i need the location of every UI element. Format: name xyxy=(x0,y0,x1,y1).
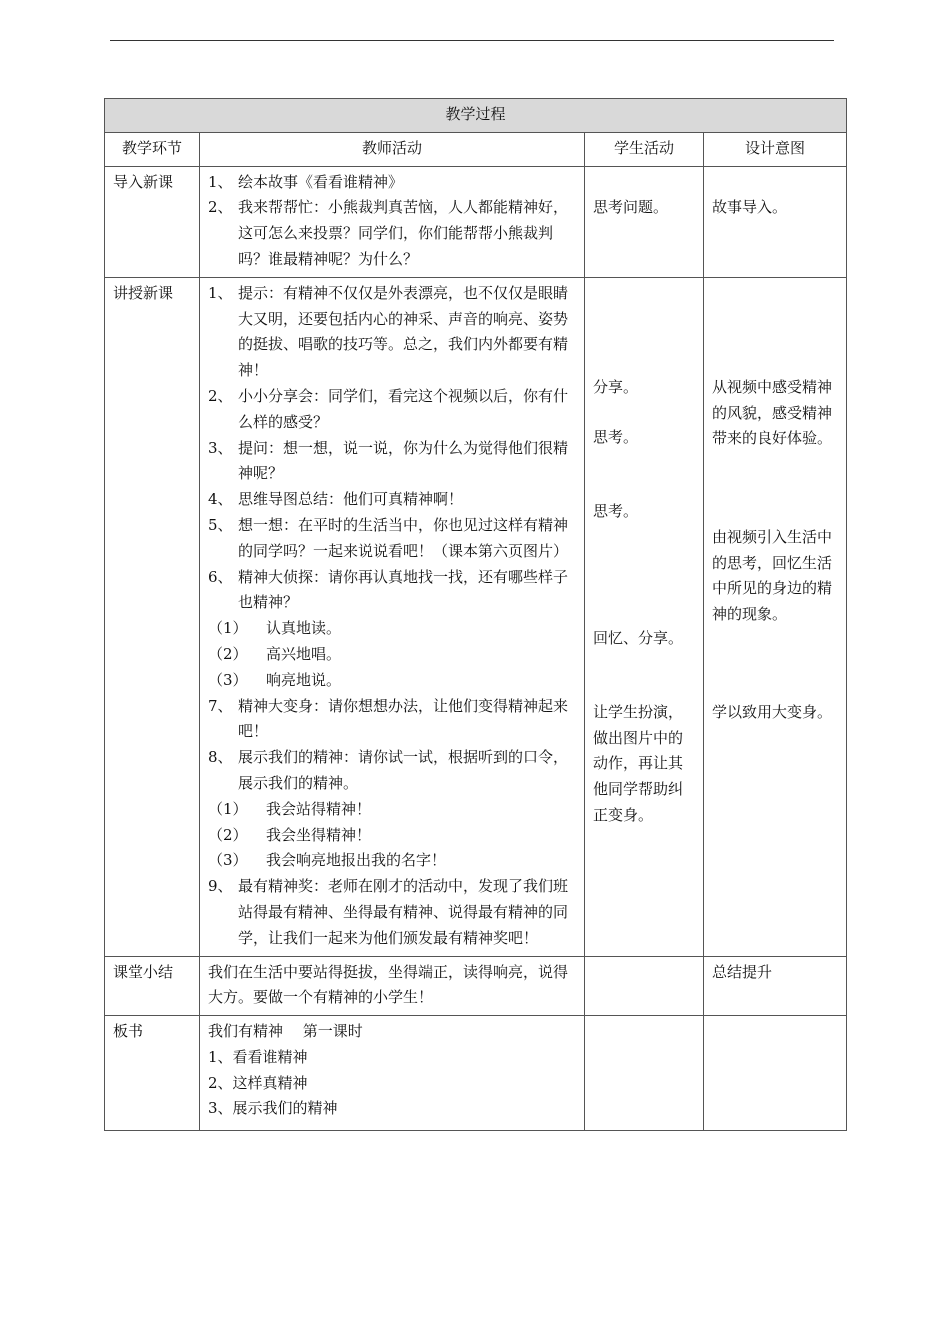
stage-summary: 课堂小结 xyxy=(105,956,200,1016)
item-text: 最有精神奖：老师在刚才的活动中，发现了我们班站得最有精神、坐得最有精神、说得最有精神的同学，让我们一起来为他们颁发最有精神奖吧！ xyxy=(238,877,569,947)
item-text: 绘本故事《看看谁精神》 xyxy=(238,172,404,191)
list-item xyxy=(208,487,576,513)
item-number: 1、 xyxy=(208,172,233,191)
intent-teach xyxy=(704,277,847,956)
header-rule xyxy=(110,40,834,41)
item-number: 7、 xyxy=(208,696,233,715)
sub-item-text: 我会响亮地报出我的名字！ xyxy=(266,851,447,870)
item-text: 提问：想一想，说一说，你为什么为觉得他们很精神呢？ xyxy=(238,438,569,483)
student-text: 思考问题。 xyxy=(593,198,669,217)
sub-item-text: 我会站得精神！ xyxy=(266,799,372,818)
item-number: 1、 xyxy=(208,283,233,302)
student-intro xyxy=(585,166,704,277)
student-note: 分享。 xyxy=(593,377,639,396)
sub-item-text: 高兴地唱。 xyxy=(266,644,342,663)
header-student: 学生活动 xyxy=(585,132,704,166)
teacher-intro xyxy=(200,166,585,277)
sub-item-text: 认真地读。 xyxy=(266,619,342,638)
list-item xyxy=(208,694,576,746)
item-number: 4、 xyxy=(208,490,233,509)
intent-text: 故事导入。 xyxy=(712,198,788,217)
item-number: 2、 xyxy=(208,198,233,217)
list-item xyxy=(208,281,576,384)
table-row-intro xyxy=(105,166,847,277)
header-intent: 设计意图 xyxy=(704,132,847,166)
sub-item-text: 我会坐得精神！ xyxy=(266,825,372,844)
stage-board: 板书 xyxy=(105,1016,200,1131)
student-note: 让学生扮演，做出图片中的动作，再让其他同学帮助纠正变身。 xyxy=(593,702,684,824)
intent-intro xyxy=(704,166,847,277)
header-teacher: 教师活动 xyxy=(200,132,585,166)
board-line: 我们有精神 第一课时 xyxy=(208,1022,363,1041)
board-line: 2、这样真精神 xyxy=(208,1073,308,1092)
item-text: 我来帮帮忙：小熊裁判真苦恼，人人都能精神好，这可怎么来投票？同学们，你们能帮帮小熊裁判吗？谁最精神呢？为什么？ xyxy=(238,198,569,268)
sub-item xyxy=(208,797,576,823)
item-number: 2、 xyxy=(208,386,233,405)
sub-item xyxy=(208,823,576,849)
sub-item-number: （1） xyxy=(208,619,248,638)
table-row-summary xyxy=(105,956,847,1016)
teacher-summary: 我们在生活中要站得挺拔，坐得端正，读得响亮，说得大方。要做一个有精神的小学生！ xyxy=(200,956,585,1016)
item-number: 9、 xyxy=(208,877,233,896)
intent-note: 学以致用大变身。 xyxy=(712,702,833,721)
item-text: 小小分享会：同学们，看完这个视频以后，你有什么样的感受？ xyxy=(238,386,569,431)
list-item xyxy=(208,170,576,196)
sub-item-number: （3） xyxy=(208,670,248,689)
board-line: 1、看看谁精神 xyxy=(208,1047,308,1066)
list-item xyxy=(208,874,576,951)
item-number: 8、 xyxy=(208,748,233,767)
item-text: 想一想：在平时的生活当中，你也见过这样有精神的同学吗？一起来说说看吧！（课本第六页图片） xyxy=(238,515,569,560)
list-item xyxy=(208,513,576,565)
student-note: 思考。 xyxy=(593,427,639,446)
board-content xyxy=(200,1016,585,1131)
item-number: 5、 xyxy=(208,515,233,534)
stage-teach: 讲授新课 xyxy=(105,277,200,956)
sub-item xyxy=(208,848,576,874)
sub-item-text: 响亮地说。 xyxy=(266,670,342,689)
sub-item-number: （2） xyxy=(208,644,248,663)
list-item xyxy=(208,436,576,488)
intent-summary: 总结提升 xyxy=(704,956,847,1016)
sub-item-number: （3） xyxy=(208,851,248,870)
sub-item xyxy=(208,616,576,642)
student-note: 回忆、分享。 xyxy=(593,628,684,647)
item-number: 3、 xyxy=(208,438,233,457)
teaching-process-table xyxy=(104,98,847,1131)
sub-item xyxy=(208,642,576,668)
item-text: 提示：有精神不仅仅是外表漂亮，也不仅仅是眼睛大又明，还要包括内心的神采、声音的响亮、姿势的挺拔、唱歌的技巧等。总之，我们内外都要有精神！ xyxy=(238,283,569,380)
list-item xyxy=(208,565,576,617)
table-title-row xyxy=(105,99,847,133)
student-summary xyxy=(585,956,704,1016)
sub-item-number: （1） xyxy=(208,799,248,818)
student-board xyxy=(585,1016,704,1131)
list-item xyxy=(208,195,576,272)
item-text: 思维导图总结：他们可真精神啊！ xyxy=(238,490,464,509)
sub-item xyxy=(208,668,576,694)
intent-note: 从视频中感受精神的风貌，感受精神带来的良好体验。 xyxy=(712,377,833,448)
list-item xyxy=(208,745,576,797)
teacher-teach xyxy=(200,277,585,956)
item-text: 精神大变身：请你想想办法，让他们变得精神起来吧！ xyxy=(238,696,569,741)
item-text: 精神大侦探：请你再认真地找一找，还有哪些样子也精神？ xyxy=(238,567,569,612)
intent-board xyxy=(704,1016,847,1131)
table-row-teach xyxy=(105,277,847,956)
student-teach xyxy=(585,277,704,956)
board-line: 3、展示我们的精神 xyxy=(208,1099,338,1118)
intent-note: 由视频引入生活中的思考，回忆生活中所见的身边的精神的现象。 xyxy=(712,527,833,624)
list-item xyxy=(208,384,576,436)
header-stage: 教学环节 xyxy=(105,132,200,166)
table-row-board xyxy=(105,1016,847,1131)
column-header-row xyxy=(105,132,847,166)
item-text: 展示我们的精神：请你试一试，根据听到的口令，展示我们的精神。 xyxy=(238,748,569,792)
stage-intro: 导入新课 xyxy=(105,166,200,277)
item-number: 6、 xyxy=(208,567,233,586)
table-title: 教学过程 xyxy=(105,99,847,133)
sub-item-number: （2） xyxy=(208,825,248,844)
student-note: 思考。 xyxy=(593,501,639,520)
